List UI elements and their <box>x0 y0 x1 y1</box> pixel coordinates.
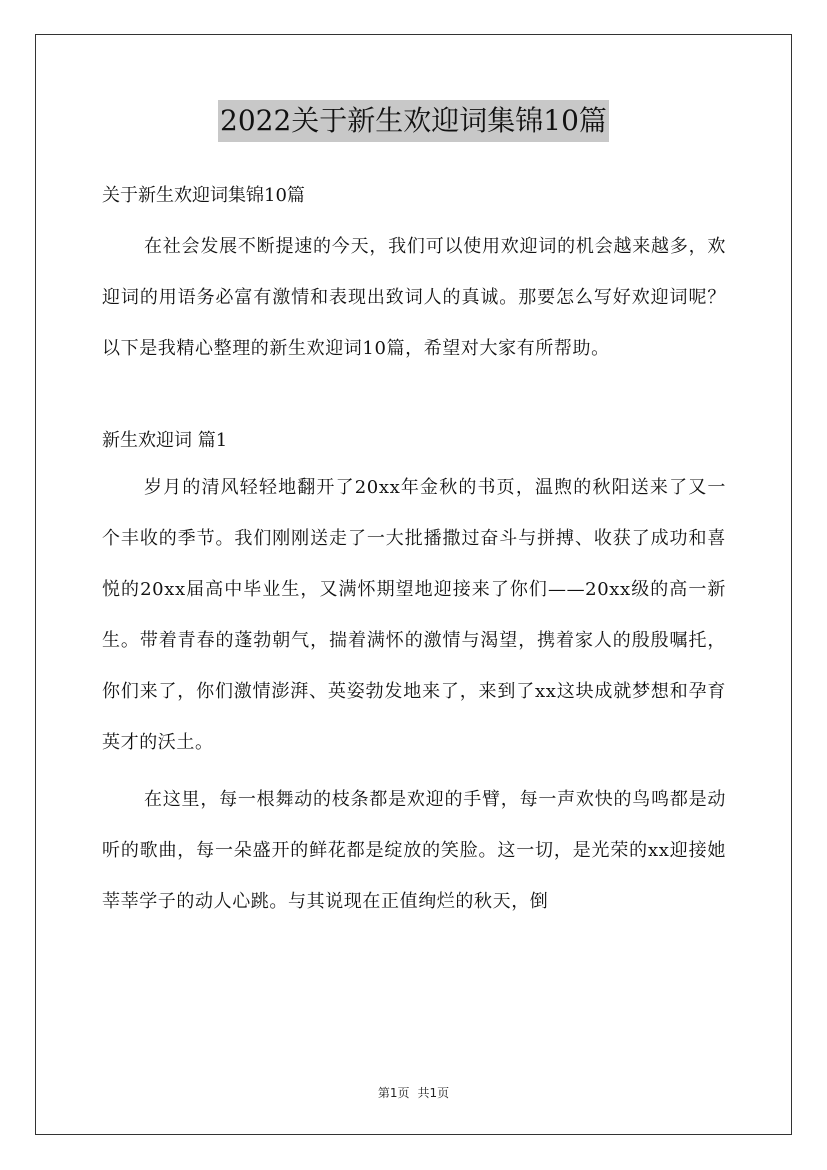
intro-paragraph: 在社会发展不断提速的今天，我们可以使用欢迎词的机会越来越多，欢迎词的用语务必富有激情和表现出致词人的真诚。那要怎么写好欢迎词呢？以下是我精心整理的新生欢迎词10篇，希望对大家有所帮助。 <box>102 236 726 359</box>
document-body <box>102 172 726 927</box>
title-container <box>0 100 827 142</box>
section-heading: 新生欢迎词 篇1 <box>102 430 228 451</box>
section-spacer <box>102 374 726 421</box>
section1-paragraph-2: 在这里，每一根舞动的枝条都是欢迎的手臂，每一声欢快的鸟鸣都是动听的歌曲，每一朵盛开的鲜花都是绽放的笑脸。这一切，是光荣的xx迎接她莘莘学子的动人心跳。与其说现在正值绚烂的秋天，倒 <box>102 789 726 912</box>
section1-paragraph-1: 岁月的清风轻轻地翻开了20xx年金秋的书页，温煦的秋阳送来了又一个丰收的季节。我们刚刚送走了一大批播撒过奋斗与拼搏、收获了成功和喜悦的20xx届高中毕业生，又满怀期望地迎接来了你们——20xx级的高一新生。带着青春的蓬勃朝气，揣着满怀的激情与渴望，携着家人的殷殷嘱托，你们来了，你们激情澎湃、英姿勃发地来了，来到了xx这块成就梦想和孕育英才的沃土。 <box>102 477 726 753</box>
document-title: 2022关于新生欢迎词集锦10篇 <box>218 100 609 142</box>
page-footer <box>0 1084 827 1101</box>
page-number: 第1页 <box>377 1086 410 1100</box>
document-subtitle: 关于新生欢迎词集锦10篇 <box>102 185 305 206</box>
page-total: 共1页 <box>417 1086 450 1100</box>
